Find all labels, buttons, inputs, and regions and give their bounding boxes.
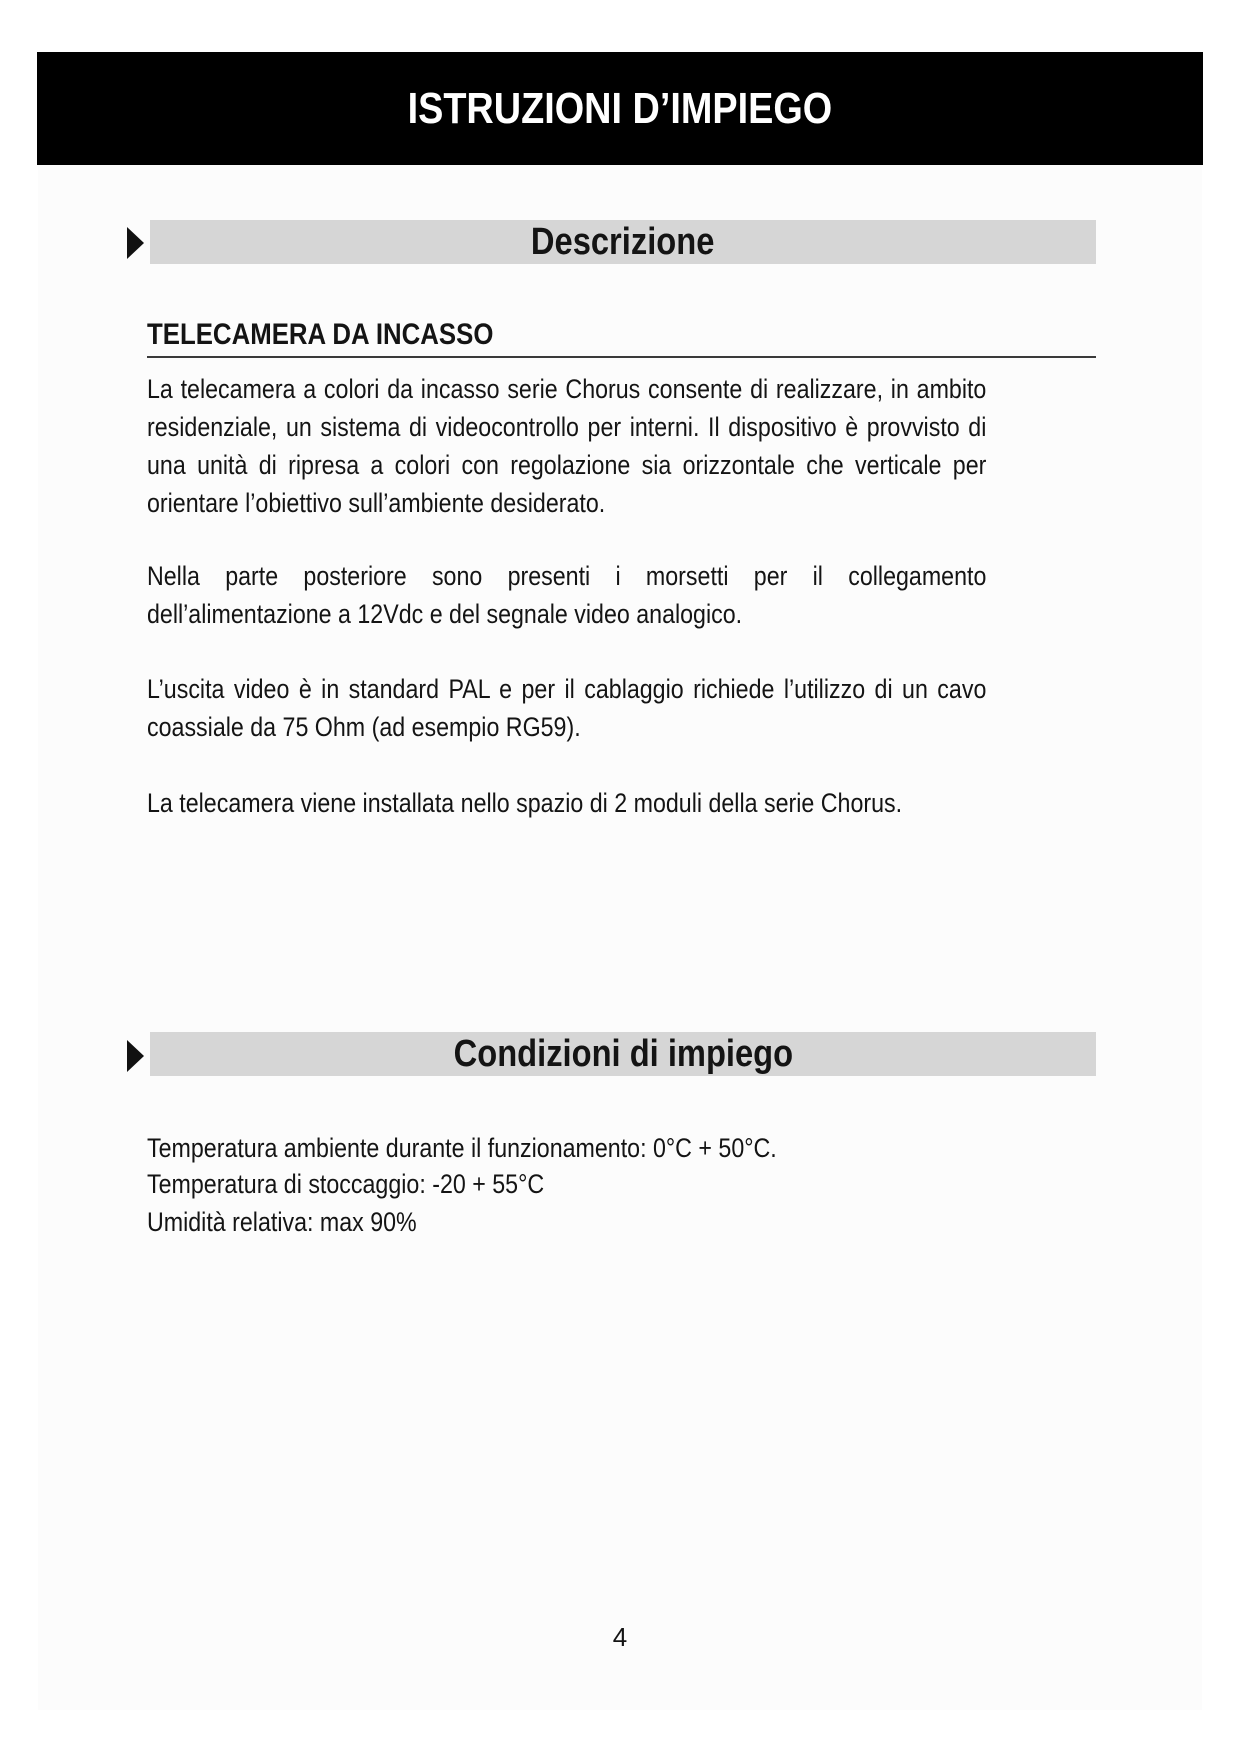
subheading-text: TELECAMERA DA INCASSO <box>147 318 494 351</box>
condition-line: Temperatura di stoccaggio: -20 + 55°C <box>147 1169 545 1199</box>
subheading-telecamera <box>147 318 1096 358</box>
triangle-right-icon <box>127 227 144 259</box>
section-header-descrizione <box>150 220 1096 264</box>
section-header-condizioni <box>150 1032 1096 1076</box>
header-banner <box>37 52 1203 165</box>
section-title: Descrizione <box>531 220 715 263</box>
page-title: ISTRUZIONI D’IMPIEGO <box>407 83 833 133</box>
triangle-right-icon <box>127 1040 144 1072</box>
description-paragraph: La telecamera viene installata nello spazio di 2 moduli della serie Chorus. <box>147 788 903 818</box>
condition-line: Umidità relativa: max 90% <box>147 1207 417 1237</box>
page-number: 4 <box>612 1622 628 1652</box>
description-paragraph: L’uscita video è in standard PAL e per il cablaggio richiede l’utilizzo di un cavo coassiale da 75 Ohm (ad esempio RG59). <box>147 674 987 742</box>
section-title: Condizioni di impiego <box>453 1032 793 1075</box>
condition-line: Temperatura ambiente durante il funzionamento: 0°C + 50°C. <box>147 1133 777 1163</box>
description-paragraph: Nella parte posteriore sono presenti i morsetti per il collegamento dell’alimentazione a 12Vdc e del segnale video analogico. <box>147 561 987 629</box>
description-paragraph: La telecamera a colori da incasso serie Chorus consente di realizzare, in ambito residenziale, un sistema di videocontrollo per interni. Il dispositivo è provvisto di una unità di ripresa a colori con regolazione sia orizzontale che verticale per orientare l’obiettivo sull’ambiente desiderato. <box>147 374 987 518</box>
